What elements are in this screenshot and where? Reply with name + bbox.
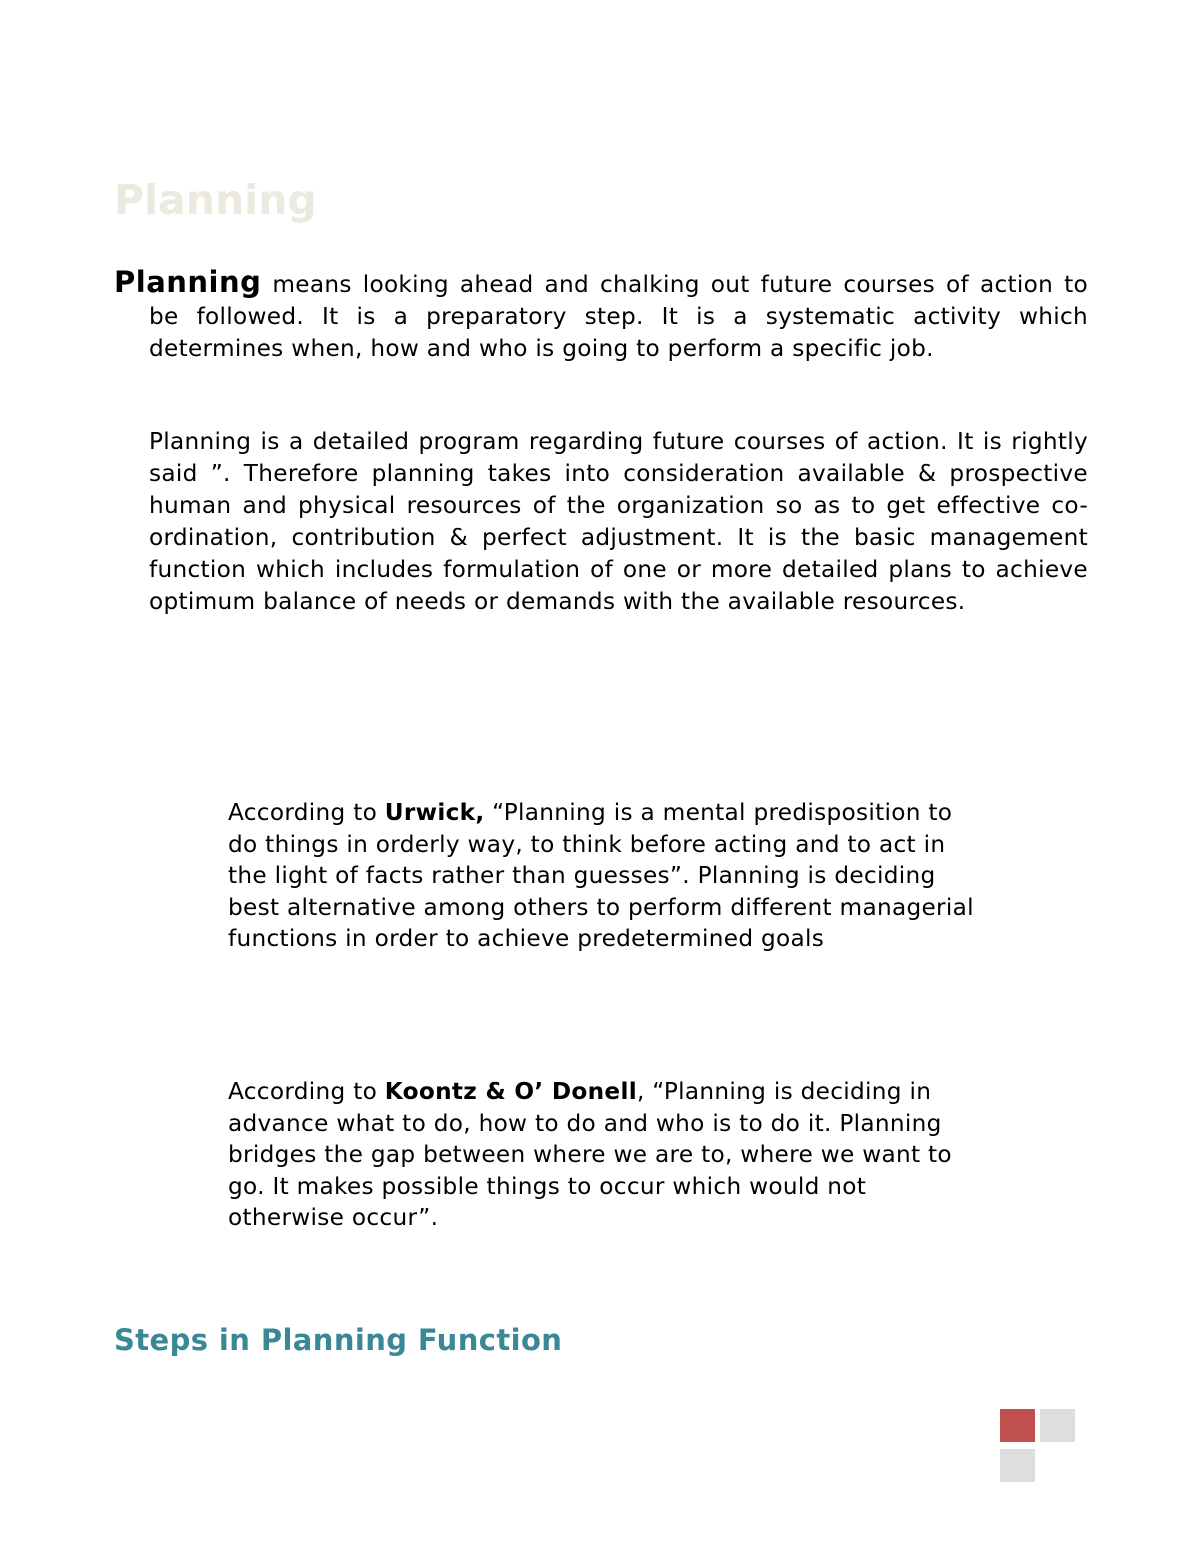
quote-author: Urwick,: [384, 799, 485, 826]
detail-paragraph: Planning is a detailed program regarding future courses of action. It is rightly said ”. Therefore planning takes into consideration available & prospective human and physical resources of the organization so as to get effective co-ordination, contribution & perfect adjustment. It is the basic management function which includes formulation of one or more detailed plans to achieve optimum balance of needs or demands with the available resources.: [149, 428, 1088, 615]
section-heading: Steps in Planning Function: [114, 1323, 563, 1357]
page-title: Planning: [114, 176, 317, 224]
quote-text: , “Planning is deciding in advance what to do, how to do and who is to do it. Planning bridges the gap between where we are to, where we want to go. It makes possible things to occur which would not otherwise occur”.: [228, 1078, 952, 1231]
quote-prefix: According to: [228, 799, 385, 826]
intro-text: means looking ahead and chalking out future courses of action to be followed. It is a preparatory step. It is a systematic activity which determines when, how and who is going to perform a specific job.: [149, 271, 1088, 362]
intro-lead-word: Planning: [114, 265, 262, 299]
quote-urwick: [228, 797, 988, 955]
intro-paragraph: [114, 266, 1088, 365]
quote-text: “Planning is a mental predisposition to do things in orderly way, to think before acting and to act in the light of facts rather than guesses”. Planning is deciding best alternative among others to perform different managerial functions in order to achieve predetermined goals: [228, 799, 974, 952]
page-corner-decoration: [1000, 1409, 1076, 1482]
quote-koontz: [228, 1076, 988, 1234]
quote-prefix: According to: [228, 1078, 385, 1105]
corner-square-neutral: [1000, 1449, 1035, 1482]
corner-square-neutral: [1040, 1409, 1075, 1442]
corner-square-accent: [1000, 1409, 1035, 1442]
quote-author: Koontz & O’ Donell: [384, 1078, 637, 1105]
